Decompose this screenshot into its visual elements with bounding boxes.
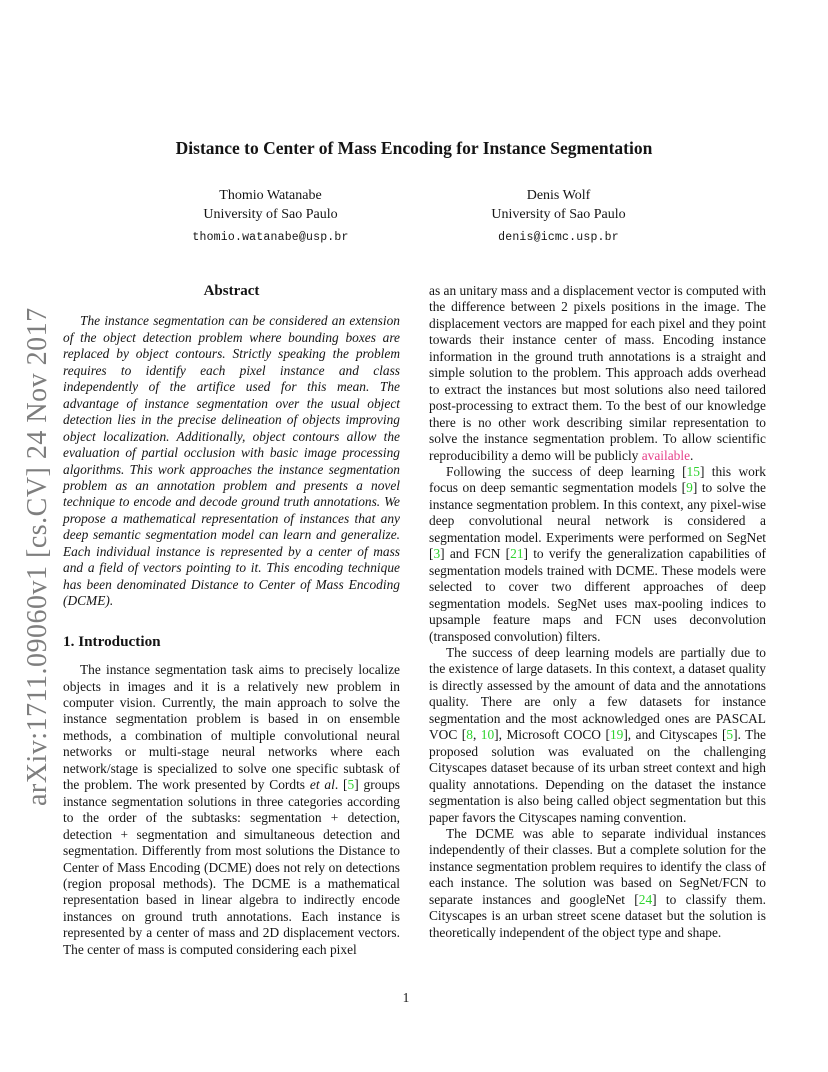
text-run: Following the success of deep learning [ — [446, 463, 687, 479]
author-name: Thomio Watanabe — [219, 188, 322, 203]
citation-link[interactable]: 19 — [609, 727, 624, 743]
citation-link[interactable]: 3 — [433, 546, 441, 562]
text-run: as an unitary mass and a displacement vector is computed with the difference between 2 pixels positions in the image. The displacement vectors are mapped for each pixel and they point towards their instance center of mass. Encoding instance information in the ground truth annotations is a straight and simple solution to the problem. This approach adds overhead to extract the instances but most solutions also need tailored post-processing to extract them. To the best of our knowledge there is no other work describing similar representation to solve the instance segmentation problem. To allow scientific reproducibility a demo will be publicly — [429, 283, 766, 463]
paper-title: Distance to Center of Mass Encoding for Instance Segmentation — [175, 138, 653, 158]
text-run: ] to verify the generalization capabilities of segmentation models trained with DCME. These models were selected to cover two different approaches of deep segmentation models. SegNet uses max-pooling indices to upsample feature maps and FCN uses deconvolution (transposed convolution) filters. — [429, 546, 766, 644]
citation-link[interactable]: 24 — [638, 891, 653, 907]
citation-link[interactable]: 5 — [726, 727, 734, 743]
text-run: ] and FCN [ — [440, 546, 511, 562]
section-heading-introduction: 1. Introduction — [63, 632, 161, 650]
author-email: denis@icmc.usp.br — [498, 231, 619, 244]
citation-link[interactable]: 8 — [466, 727, 473, 743]
abstract-paragraph: The instance segmentation can be considered an extension of the object detection problem where bounding boxes are replaced by object contours. Strictly speaking the problem requires to identify each pixel instance and class independently of the artifice used for this mean. The advantage of instance segmentation over the usual object detection lies in the precise delineation of objects improving object localization. Additionally, object contours allow the evaluation of partial occlusion with basic image processing algorithms. This work approaches the instance segmentation problem as an annotation problem and presents a novel technique to encode and decode ground truth annotations. We propose a mathematical representation of instances that any deep semantic segmentation model can learn and generalize. Each individual instance is represented by a center of mass and a field of vectors pointing to it. This encoding technique has been denominated Distance to Center of Mass Encoding (DCME). — [63, 313, 400, 609]
author-affiliation: University of Sao Paulo — [491, 207, 626, 222]
body-paragraph — [429, 464, 766, 645]
text-run: . — [690, 447, 694, 463]
text-run: ] to solve the instance segmentation problem. In this context, any pixel-wise deep convolutional neural network is considered a segmentation model. Experiments were performed on SegNet [ — [429, 480, 766, 562]
two-column-body — [63, 283, 766, 958]
hyperlink[interactable]: available — [641, 447, 691, 463]
citation-link[interactable]: 15 — [686, 463, 700, 479]
text-run: ] to classify them. Cityscapes is an urban street scene dataset but the solution is theoretically independent of the object type and shape. — [429, 891, 766, 940]
abstract-heading: Abstract — [203, 283, 260, 299]
body-paragraph — [429, 645, 766, 826]
author-block — [186, 186, 356, 244]
text-run: ], Microsoft COCO [ — [494, 727, 610, 743]
author-block — [474, 186, 644, 244]
citation-link[interactable]: 9 — [686, 480, 693, 496]
citation-link[interactable]: 5 — [347, 777, 355, 793]
text-run: ], and Cityscapes [ — [623, 727, 727, 743]
left-column — [63, 283, 400, 958]
text-run: ]. The proposed solution was evaluated on the challenging Cityscapes dataset because of its urban street context and high quality annotations. Depending on the dataset the instance segmentation is also being called object segmentation but this paper favors the Cityscapes naming convention. — [429, 727, 766, 825]
text-run: ] groups instance segmentation solutions in three categories according to the order of the subtasks: segmentation + detection, detection + segmentation and simultaneous detection and segmentation. Differently from most solutions the Distance to Center of Mass Encoding (DCME) does not rely on detections (region proposal methods). The DCME is a mathematical representation based in linear algebra to indirectly encode instances on ground truth annotations. Each instance is represented by a center of mass and 2D displacement vectors. The center of mass is computed considering each pixel — [63, 777, 400, 957]
citation-link[interactable]: 21 — [510, 546, 524, 562]
page-number: 1 — [402, 990, 410, 1005]
author-row — [63, 186, 766, 244]
right-column — [429, 283, 766, 958]
text-run: The DCME was able to separate individual instances independently of their classes. But a complete solution for the instance segmentation problem requires to identify the class of each instance. The solution was based on SegNet/FCN to separate instances and googleNet [ — [429, 825, 766, 907]
text-run: et al — [309, 777, 335, 793]
text-run: The success of deep learning models are partially due to the existence of large datasets. In this context, a dataset quality is directly assessed by the amount of data and the annotations quality. There are only a few datasets for instance segmentation and the most acknowledged ones are PASCAL VOC [ — [429, 644, 766, 743]
text-run: , — [472, 727, 481, 743]
introduction-paragraph — [63, 662, 400, 958]
citation-link[interactable]: 10 — [480, 727, 495, 743]
arxiv-watermark: arXiv:1711.09060v1 [cs.CV] 24 Nov 2017 — [22, 307, 53, 806]
text-run: . [ — [334, 777, 348, 793]
text-run: ] this work focus on deep semantic segmentation models [ — [429, 463, 766, 496]
text-run: The instance segmentation task aims to precisely localize objects in images and it is a relatively new problem in computer vision. Currently, the main approach to solve the instance segmentation problem is based in on ensemble methods, a combination of multiple convolutional neural networks or multi-stage neural networks where each network/stage is specialized to solve one specific subtask of the problem. The work presented by Cordts — [63, 662, 400, 793]
author-email: thomio.watanabe@usp.br — [192, 231, 349, 244]
body-paragraph — [429, 826, 766, 941]
author-name: Denis Wolf — [526, 188, 591, 203]
author-affiliation: University of Sao Paulo — [203, 207, 338, 222]
body-paragraph — [429, 283, 766, 464]
